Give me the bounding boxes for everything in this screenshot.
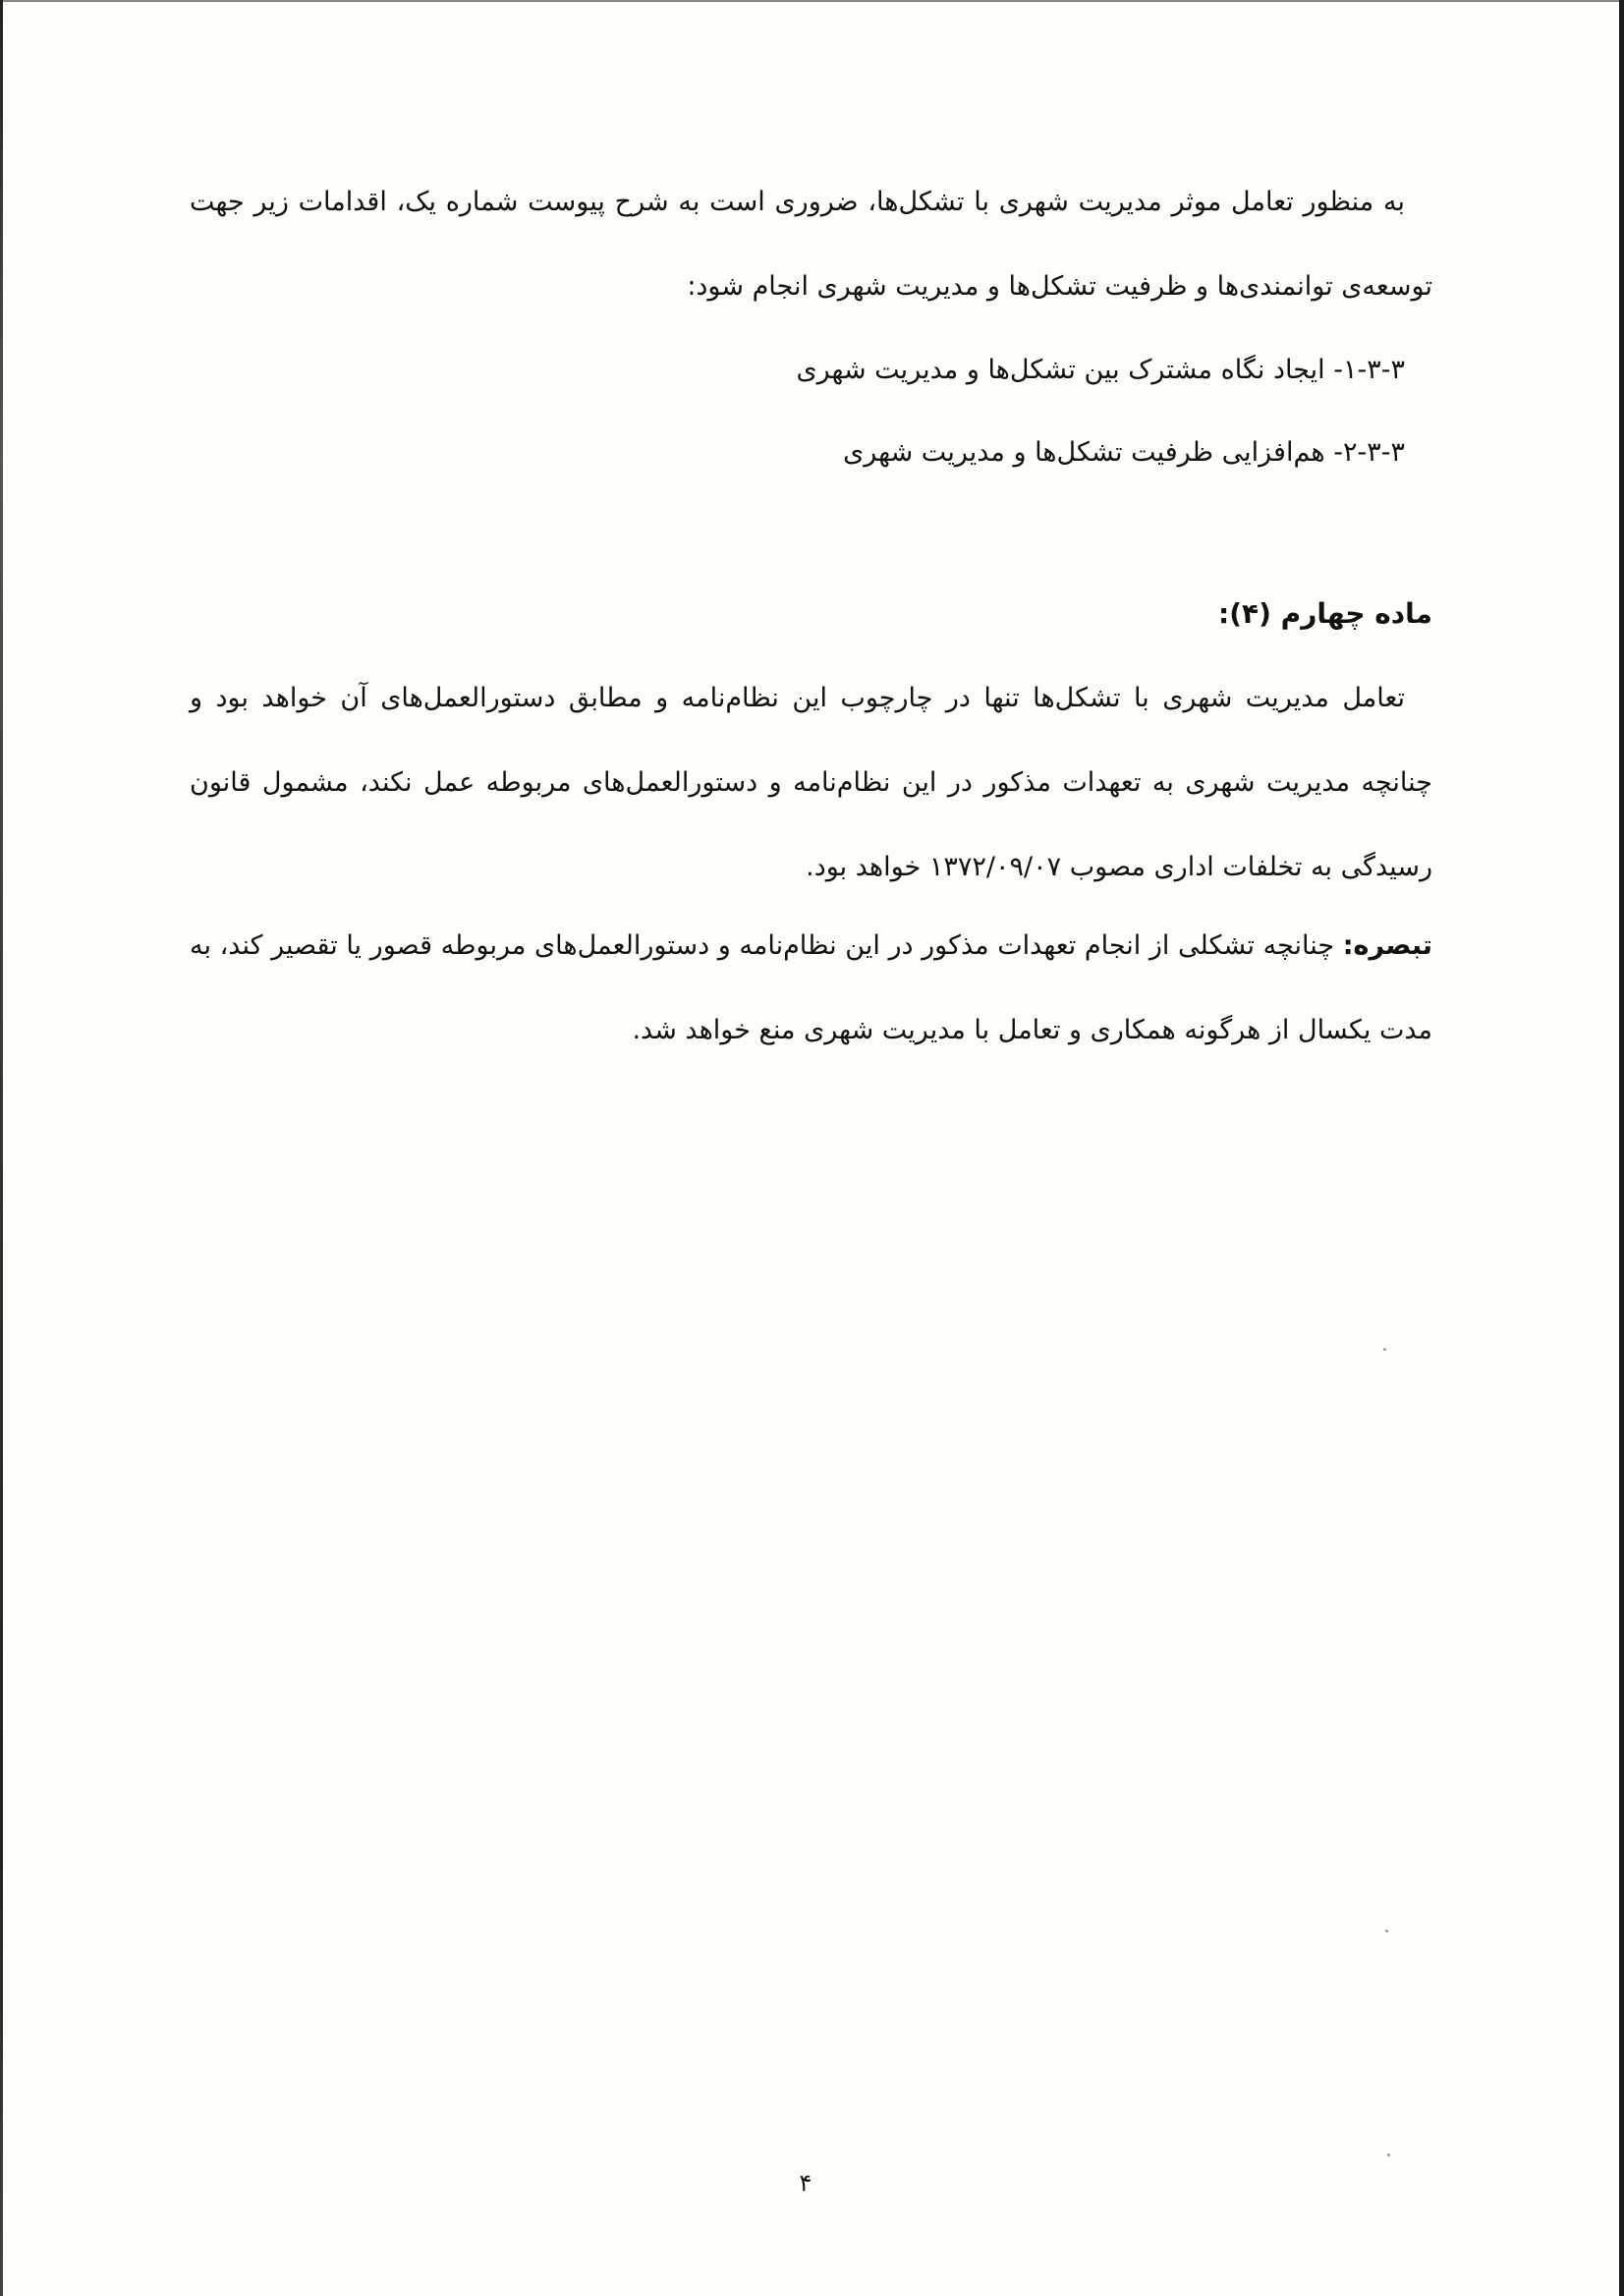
page-number: ۴ [799,2169,812,2197]
article-line-2: چنانچه مدیریت شهری به تعهدات مذکور در این نظام‌نامه و دستورالعمل‌های مربوطه عمل نکند، مشمول قانون [190,767,1432,798]
scan-speck [1385,1930,1388,1932]
note-label: تبصره: [1342,930,1432,961]
intro-line-2: توسعه‌ی توانمندی‌ها و ظرفیت تشکل‌ها و مدیریت شهری انجام شود: [687,271,1432,302]
article-heading: ماده چهارم (۴): [1218,597,1432,630]
note-line-2: مدت یکسال از هرگونه همکاری و تعامل با مدیریت شهری منع خواهد شد. [632,1015,1432,1045]
items-list [190,329,1432,494]
scan-edge-right [1619,0,1624,2296]
intro-line-1: به منظور تعامل موثر مدیریت شهری با تشکل‌ها، ضروری است به شرح پیوست شماره یک، اقدامات زیر جهت [190,187,1405,217]
article-line-3: رسیدگی به تخلفات اداری مصوب ۱۳۷۲/۰۹/۰۷ خواهد بود. [806,852,1432,882]
scan-edge-left [0,0,3,2296]
list-item: ۲-۳-۳- هم‌افزایی ظرفیت تشکل‌ها و مدیریت شهری [843,437,1405,468]
list-item: ۱-۳-۳- ایجاد نگاه مشترک بین تشکل‌ها و مدیریت شهری [796,355,1405,385]
note-line-1-text: چنانچه تشکلی از انجام تعهدات مذکور در این نظام‌نامه و دستورالعمل‌های مربوطه قصور یا تقصیر کند، به [190,930,1343,961]
intro-paragraph [190,160,1432,329]
note-line-1 [190,904,1432,988]
article-line-1: تعامل مدیریت شهری با تشکل‌ها تنها در چارچوب این نظام‌نامه و مطابق دستورالعمل‌های آن خواهد بود و [190,683,1405,713]
note-section [190,904,1432,1073]
scan-speck [1387,2154,1390,2156]
scan-edge-top [0,0,1624,2]
scan-speck [1383,1348,1386,1351]
article-4-section [190,572,1432,910]
